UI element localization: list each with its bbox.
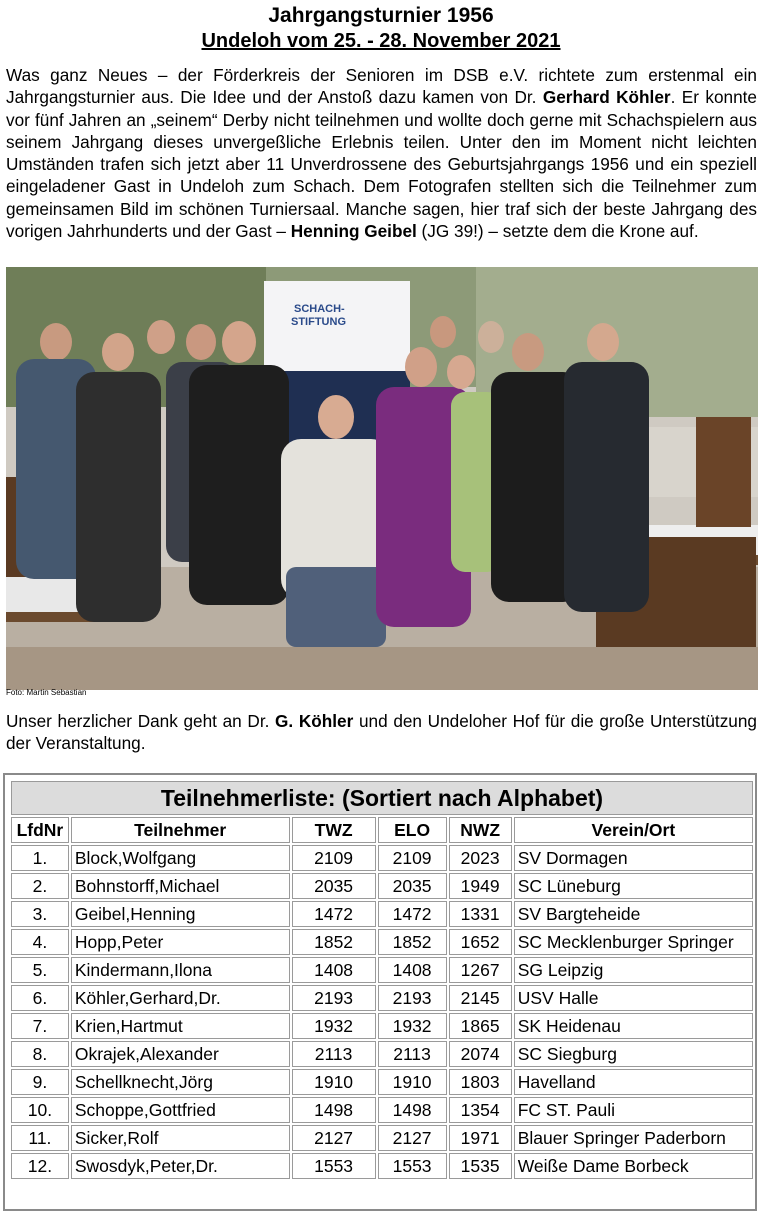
header-lfdnr: LfdNr	[11, 817, 69, 843]
cell-elo: 1852	[378, 929, 447, 955]
table-header-row	[11, 817, 753, 843]
cell-verein: FC ST. Pauli	[514, 1097, 753, 1123]
cell-nwz: 1354	[449, 1097, 512, 1123]
header-twz: TWZ	[292, 817, 376, 843]
cell-teilnehmer: Sicker,Rolf	[71, 1125, 290, 1151]
cell-lfdnr: 8.	[11, 1041, 69, 1067]
intro-name-geibel: Henning Geibel	[290, 221, 417, 242]
banner-text-line2: STIFTUNG	[291, 316, 346, 328]
cell-teilnehmer: Swosdyk,Peter,Dr.	[71, 1153, 290, 1179]
cell-lfdnr: 5.	[11, 957, 69, 983]
cell-teilnehmer: Okrajek,Alexander	[71, 1041, 290, 1067]
photo-credit: Foto: Martin Sebastian	[6, 688, 87, 697]
thanks-text-2: und den Undeloher Hof für die große Unterstützung der Veranstaltung.	[6, 711, 757, 753]
cell-twz: 1472	[292, 901, 376, 927]
header-elo: ELO	[378, 817, 447, 843]
participant-list	[3, 773, 757, 1211]
cell-nwz: 1267	[449, 957, 512, 983]
header-verein: Verein/Ort	[514, 817, 753, 843]
page-subtitle: Undeloh vom 25. - 28. November 2021	[201, 30, 561, 52]
cell-verein: Havelland	[514, 1069, 753, 1095]
cell-elo: 1408	[378, 957, 447, 983]
cell-teilnehmer: Schoppe,Gottfried	[71, 1097, 290, 1123]
cell-twz: 2113	[292, 1041, 376, 1067]
cell-lfdnr: 6.	[11, 985, 69, 1011]
cell-lfdnr: 7.	[11, 1013, 69, 1039]
intro-text-3: (JG 39!) – setzte dem die Krone auf.	[416, 221, 699, 242]
cell-teilnehmer: Schellknecht,Jörg	[71, 1069, 290, 1095]
cell-nwz: 1331	[449, 901, 512, 927]
table-row	[11, 1069, 753, 1095]
table-row	[11, 957, 753, 983]
cell-lfdnr: 11.	[11, 1125, 69, 1151]
cell-elo: 1498	[378, 1097, 447, 1123]
cell-verein: SC Lüneburg	[514, 873, 753, 899]
page-title: Jahrgangsturnier 1956	[268, 4, 494, 27]
cell-verein: SV Dormagen	[514, 845, 753, 871]
cell-nwz: 1971	[449, 1125, 512, 1151]
cell-twz: 1498	[292, 1097, 376, 1123]
cell-lfdnr: 10.	[11, 1097, 69, 1123]
intro-name-koehler: Gerhard Köhler	[542, 87, 671, 108]
cell-verein: SC Mecklenburger Springer	[514, 929, 753, 955]
cell-teilnehmer: Geibel,Henning	[71, 901, 290, 927]
cell-nwz: 1535	[449, 1153, 512, 1179]
cell-twz: 1932	[292, 1013, 376, 1039]
cell-twz: 1408	[292, 957, 376, 983]
table-row	[11, 873, 753, 899]
cell-lfdnr: 2.	[11, 873, 69, 899]
cell-teilnehmer: Köhler,Gerhard,Dr.	[71, 985, 290, 1011]
cell-twz: 2109	[292, 845, 376, 871]
banner-text-line1: SCHACH-	[294, 303, 345, 315]
cell-elo: 2193	[378, 985, 447, 1011]
cell-twz: 2193	[292, 985, 376, 1011]
cell-nwz: 2023	[449, 845, 512, 871]
cell-elo: 2113	[378, 1041, 447, 1067]
cell-lfdnr: 12.	[11, 1153, 69, 1179]
cell-teilnehmer: Block,Wolfgang	[71, 845, 290, 871]
cell-twz: 1852	[292, 929, 376, 955]
thanks-name: G. Köhler	[275, 711, 354, 731]
cell-nwz: 1949	[449, 873, 512, 899]
cell-verein: SK Heidenau	[514, 1013, 753, 1039]
cell-teilnehmer: Bohnstorff,Michael	[71, 873, 290, 899]
cell-elo: 1932	[378, 1013, 447, 1039]
thanks-paragraph	[6, 710, 757, 754]
cell-verein: USV Halle	[514, 985, 753, 1011]
cell-verein: SV Bargteheide	[514, 901, 753, 927]
table-row	[11, 1153, 753, 1179]
table-row	[11, 901, 753, 927]
intro-paragraph	[6, 64, 757, 242]
header-nwz: NWZ	[449, 817, 512, 843]
cell-twz: 2127	[292, 1125, 376, 1151]
cell-elo: 1472	[378, 901, 447, 927]
cell-verein: SC Siegburg	[514, 1041, 753, 1067]
cell-lfdnr: 4.	[11, 929, 69, 955]
table-row	[11, 1125, 753, 1151]
cell-teilnehmer: Hopp,Peter	[71, 929, 290, 955]
table-row	[11, 985, 753, 1011]
cell-verein: SG Leipzig	[514, 957, 753, 983]
cell-lfdnr: 9.	[11, 1069, 69, 1095]
table-row	[11, 845, 753, 871]
participant-table	[9, 779, 755, 1181]
cell-twz: 1910	[292, 1069, 376, 1095]
cell-verein: Weiße Dame Borbeck	[514, 1153, 753, 1179]
cell-teilnehmer: Kindermann,Ilona	[71, 957, 290, 983]
table-row	[11, 1013, 753, 1039]
cell-elo: 2109	[378, 845, 447, 871]
cell-elo: 1553	[378, 1153, 447, 1179]
table-row	[11, 1041, 753, 1067]
table-row	[11, 1097, 753, 1123]
cell-elo: 2035	[378, 873, 447, 899]
group-photo	[6, 267, 758, 690]
cell-lfdnr: 1.	[11, 845, 69, 871]
cell-twz: 1553	[292, 1153, 376, 1179]
table-row	[11, 929, 753, 955]
cell-nwz: 2074	[449, 1041, 512, 1067]
cell-nwz: 1803	[449, 1069, 512, 1095]
cell-lfdnr: 3.	[11, 901, 69, 927]
table-caption: Teilnehmerliste: (Sortiert nach Alphabet)	[11, 781, 753, 815]
thanks-text-1: Unser herzlicher Dank geht an Dr.	[6, 711, 276, 731]
intro-text-2: . Er konnte vor fünf Jahren an „seinem“ Derby nicht teilnehmen und wollte doch gerne mit Schachspielern aus seinem Jahrgang dieses unvergeßliche Erlebnis teilen. Unter den im Moment nicht leichten Umständen trafen sich jetzt aber 11 Unverdrossene des Geburtsjahrgangs 1956 und ein speziell eingeladener Gast in Undeloh zum Schach. Dem Fotografen stellten sich die Teilnehmer zum gemeinsamen Bild im schönen Turniersaal. Manche sagen, hier traf sich der beste Jahrgang des vorigen Jahrhunderts und der Gast –	[6, 87, 757, 242]
cell-elo: 1910	[378, 1069, 447, 1095]
cell-elo: 2127	[378, 1125, 447, 1151]
cell-nwz: 1865	[449, 1013, 512, 1039]
cell-verein: Blauer Springer Paderborn	[514, 1125, 753, 1151]
cell-twz: 2035	[292, 873, 376, 899]
cell-teilnehmer: Krien,Hartmut	[71, 1013, 290, 1039]
header-teilnehmer: Teilnehmer	[71, 817, 290, 843]
cell-nwz: 2145	[449, 985, 512, 1011]
cell-nwz: 1652	[449, 929, 512, 955]
intro-text-1: Was ganz Neues – der Förderkreis der Senioren im DSB e.V. richtete zum erstenmal ein Jahrgangsturnier aus. Die Idee und der Anstoß dazu kamen von Dr.	[6, 65, 757, 108]
